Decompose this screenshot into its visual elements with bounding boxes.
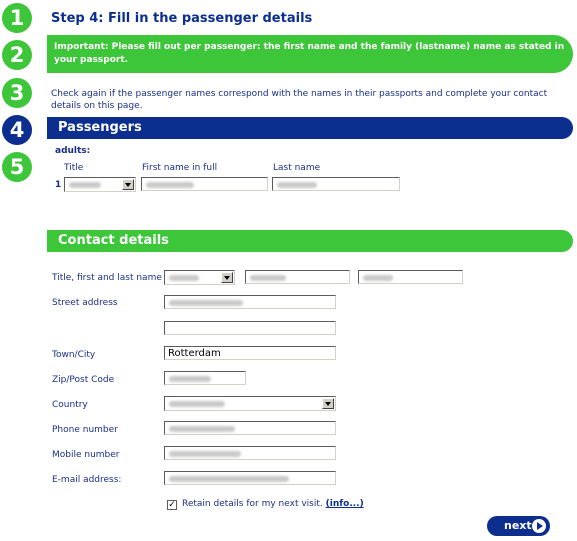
passenger-last-name-field[interactable]	[272, 177, 400, 191]
contact-title-select[interactable]	[164, 270, 235, 285]
check-instructions: Check again if the passenger names correspond with the names in their passports and complete your contact details on this page.	[51, 89, 548, 111]
town-label: Town/City	[52, 350, 96, 360]
step-4-indicator: 4	[2, 115, 32, 145]
step-5-indicator: 5	[2, 152, 32, 182]
passenger-row-number: 1	[55, 180, 62, 190]
zip-label: Zip/Post Code	[52, 375, 115, 385]
chevron-down-icon	[221, 272, 233, 283]
page-title: Step 4: Fill in the passenger details	[51, 11, 313, 26]
chevron-down-icon	[322, 398, 334, 409]
step-1-indicator: 1	[2, 3, 32, 33]
zip-field[interactable]	[164, 371, 246, 385]
contact-last-name-field[interactable]	[358, 270, 463, 284]
passengers-section-header: Passengers	[47, 117, 573, 139]
mobile-field[interactable]	[164, 446, 336, 460]
phone-label: Phone number	[52, 425, 118, 435]
last-name-column-header: Last name	[273, 163, 321, 173]
chevron-down-icon	[122, 179, 134, 190]
adults-label: adults:	[55, 146, 91, 156]
contact-first-name-field[interactable]	[245, 270, 350, 284]
step-3-indicator: 3	[2, 78, 32, 108]
email-field[interactable]	[164, 471, 336, 485]
contact-section-header: Contact details	[47, 230, 573, 252]
retain-details-label: Retain details for my next visit.	[182, 499, 323, 509]
important-notice: Important: Please fill out per passenger: the first name and the family (lastname) name as stated in your passport.	[47, 35, 573, 73]
street-address-field-1[interactable]	[164, 295, 336, 309]
mobile-label: Mobile number	[52, 450, 120, 460]
phone-field[interactable]	[164, 421, 336, 435]
retain-details-checkbox[interactable]: ✓	[168, 500, 176, 510]
country-select[interactable]	[164, 396, 336, 411]
street-address-field-2[interactable]	[164, 321, 336, 335]
name-label: Title, first and last name	[52, 273, 162, 283]
first-name-column-header: First name in full	[142, 163, 218, 173]
step-2-indicator: 2	[2, 40, 32, 70]
town-value: Rotterdam	[168, 348, 221, 359]
info-link[interactable]: (info...)	[325, 499, 364, 509]
passenger-title-select[interactable]	[64, 177, 136, 192]
passenger-first-name-field[interactable]	[141, 177, 268, 191]
arrow-right-icon	[532, 519, 546, 533]
next-button-label: next	[504, 519, 532, 532]
title-column-header: Title	[64, 163, 84, 173]
town-field[interactable]	[164, 346, 336, 360]
street-label: Street address	[52, 298, 118, 308]
email-label: E-mail address:	[52, 475, 122, 485]
country-label: Country	[52, 400, 88, 410]
next-button[interactable]	[487, 516, 550, 536]
retain-details-text	[182, 499, 364, 509]
